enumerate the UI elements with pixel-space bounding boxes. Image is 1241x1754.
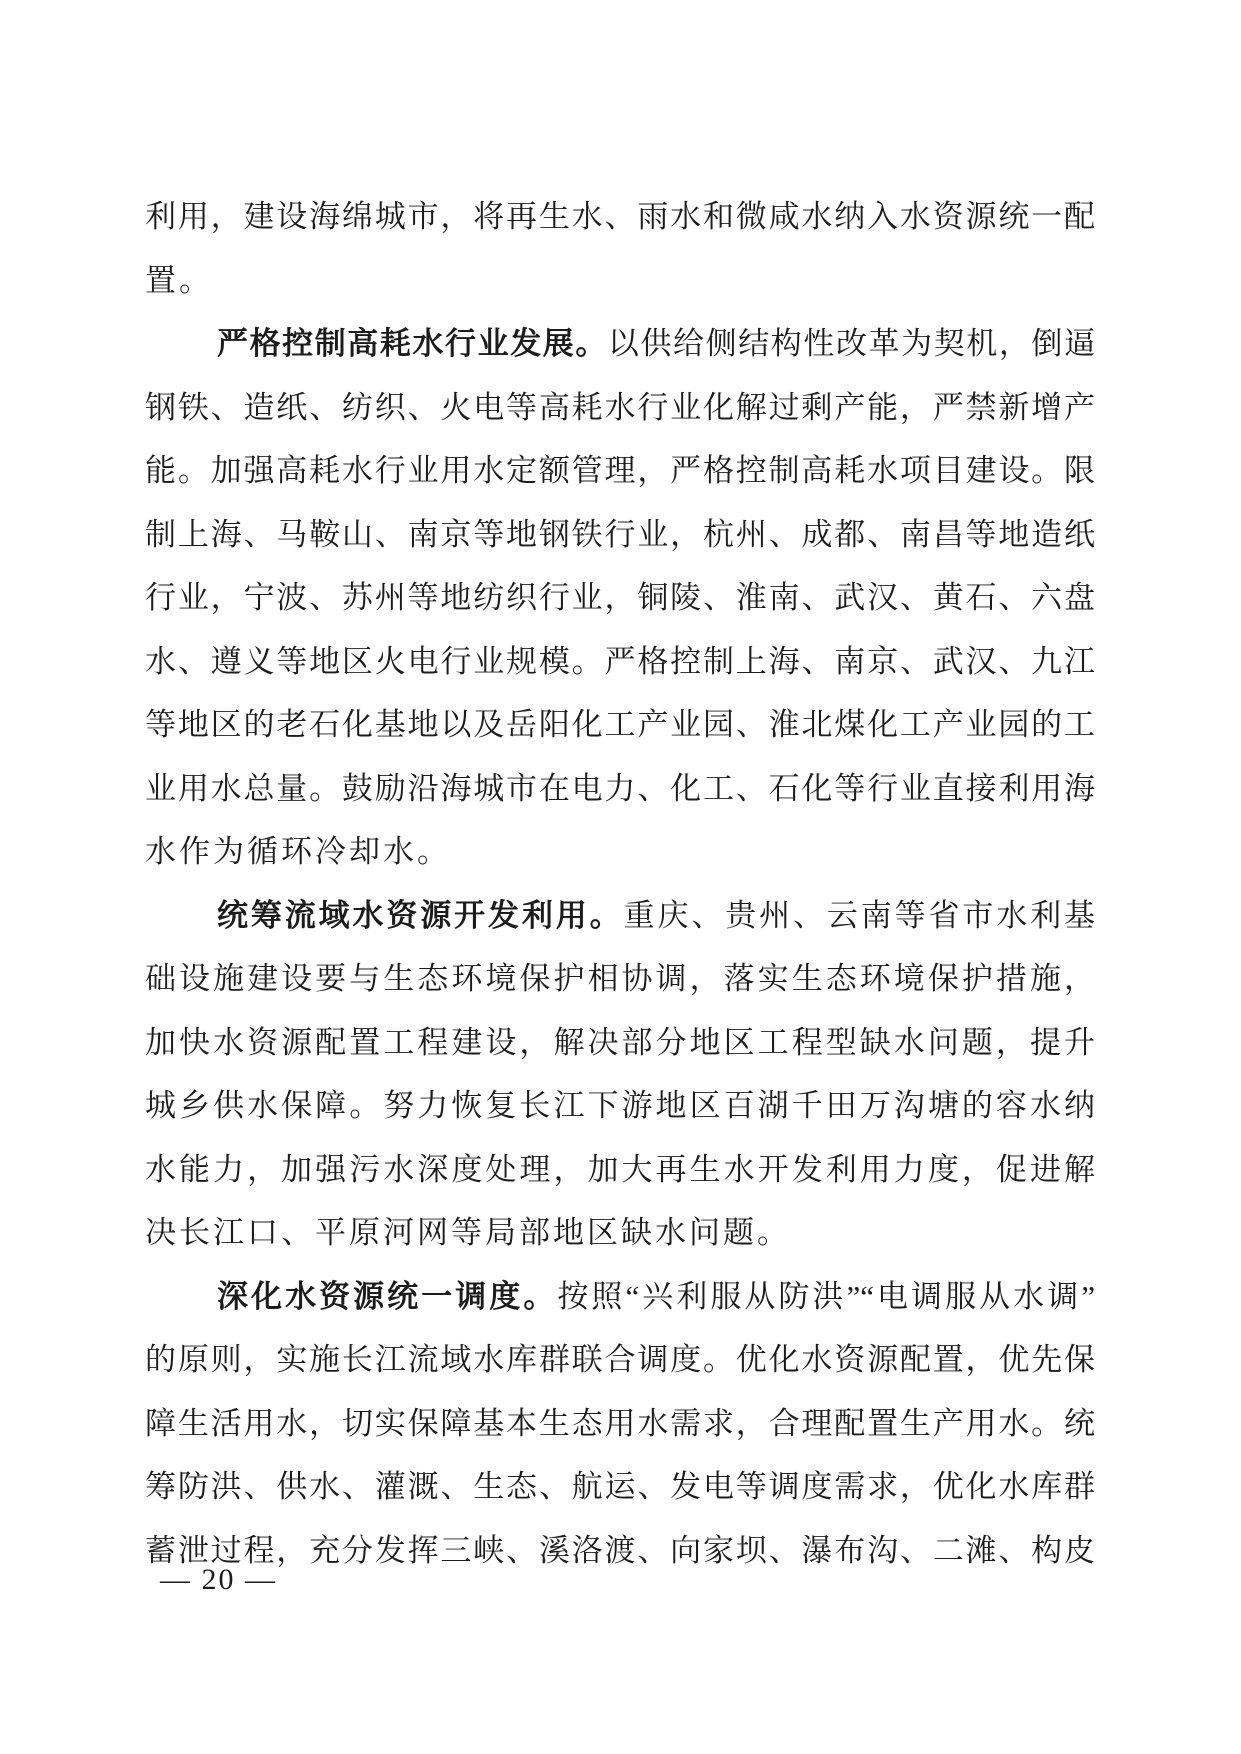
paragraph [145,1265,1095,1583]
text-line [145,630,1095,694]
text-segment: 决长江口、平原河网等局部地区缺水问题。 [145,1215,791,1250]
text-line [145,1138,1095,1202]
text-segment: 等地区的老石化基地以及岳阳化工产业园、淮北煤化工产业园的工 [145,707,1095,742]
text-line [145,820,1095,884]
text-line [145,439,1095,503]
text-segment: 重庆、贵州、云南等省市水利基 [623,897,1095,933]
text-segment: 城乡供水保障。努力恢复长江下游地区百湖千田万沟塘的容水纳 [145,1088,1095,1123]
text-line [145,503,1095,567]
paragraph-heading: 统筹流域水资源开发利用。 [217,897,624,933]
paragraph [145,884,1095,1265]
text-segment: 置。 [145,262,213,298]
text-line [145,1328,1095,1392]
paragraph-heading: 严格控制高耗水行业发展。 [217,326,608,361]
text-line [145,185,1095,249]
text-segment: 础设施建设要与生态环境保护相协调，落实生态环境保护措施， [145,961,1095,996]
text-segment: 筹防洪、供水、灌溉、生态、航运、发电等调度需求，优化水库群 [145,1469,1095,1504]
text-line [145,1265,1095,1329]
text-segment: 的原则，实施长江流域水库群联合调度。优化水资源配置，优先保 [145,1342,1095,1377]
text-line [145,1455,1095,1519]
text-segment: 行业，宁波、苏州等地纺织行业，铜陵、淮南、武汉、黄石、六盘 [145,580,1095,615]
paragraph [145,312,1095,884]
text-segment: 钢铁、造纸、纺织、火电等高耗水行业化解过剩产能，严禁新增产 [145,389,1095,425]
text-segment: 加快水资源配置工程建设，解决部分地区工程型缺水问题，提升 [145,1024,1095,1060]
text-line [145,249,1095,313]
text-segment: 以供给侧结构性改革为契机，倒逼 [607,326,1095,361]
text-line [145,312,1095,376]
text-line [145,693,1095,757]
text-line [145,1201,1095,1265]
text-line [145,1074,1095,1138]
text-line [145,1392,1095,1456]
paragraph [145,185,1095,312]
text-segment: 障生活用水，切实保障基本生态用水需求，合理配置生产用水。统 [145,1405,1095,1441]
text-line [145,376,1095,440]
text-segment: 按照“兴利服从防洪”“电调服从水调” [557,1278,1095,1314]
text-line [145,884,1095,948]
text-segment: 水、遵义等地区火电行业规模。严格控制上海、南京、武汉、九江 [145,643,1095,679]
text-segment: 利用，建设海绵城市，将再生水、雨水和微咸水纳入水资源统一配 [145,199,1095,234]
text-segment: 蓄泄过程，充分发挥三峡、溪洛渡、向家坝、瀑布沟、二滩、构皮 [145,1532,1095,1568]
text-line [145,757,1095,821]
text-line [145,947,1095,1011]
text-segment: 业用水总量。鼓励沿海城市在电力、化工、石化等行业直接利用海 [145,770,1095,806]
text-segment: 水能力，加强污水深度处理，加大再生水开发利用力度，促进解 [145,1151,1095,1187]
paragraph-heading: 深化水资源统一调度。 [217,1278,558,1314]
text-line [145,1011,1095,1075]
text-segment: 水作为循环冷却水。 [145,834,451,869]
text-line [145,566,1095,630]
document-body [145,185,1095,1582]
text-segment: 制上海、马鞍山、南京等地钢铁行业，杭州、成都、南昌等地造纸 [145,516,1095,552]
text-segment: 能。加强高耗水行业用水定额管理，严格控制高耗水项目建设。限 [145,453,1095,488]
page-number: — 20 — [160,1563,277,1596]
text-line [145,1519,1095,1583]
